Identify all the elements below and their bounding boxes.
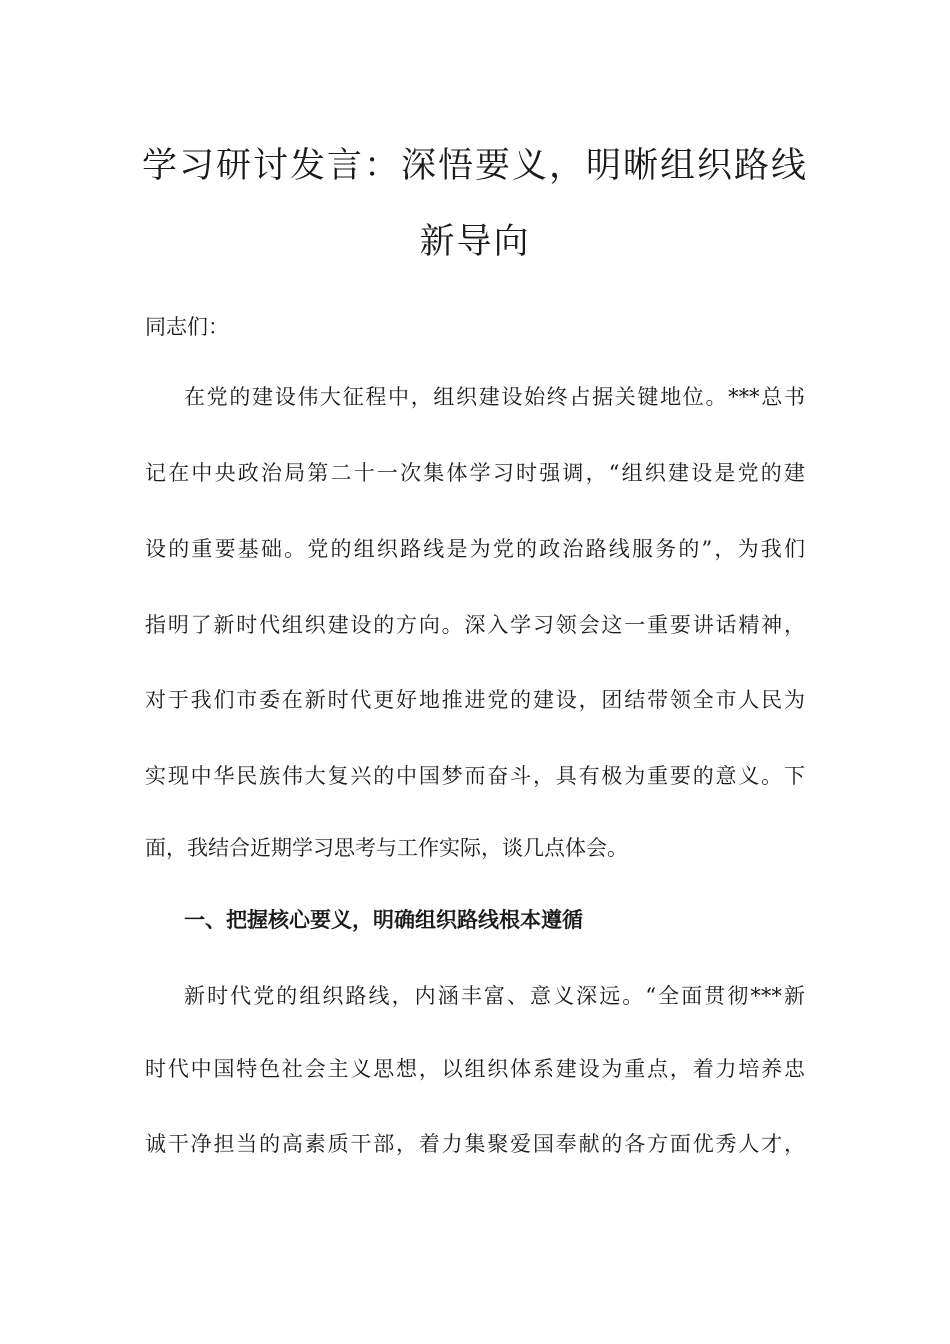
paragraph-1-line: 记在中央政治局第二十一次集体学习时强调，“组织建设是党的建 bbox=[145, 461, 805, 485]
paragraph-1-line: 在党的建设伟大征程中，组织建设始终占据关键地位。***总书 bbox=[184, 385, 805, 409]
document-title-line-1: 学习研讨发言：深悟要义，明晰组织路线 bbox=[141, 146, 808, 186]
paragraph-2-line: 新时代党的组织路线，内涵丰富、意义深远。“全面贯彻***新 bbox=[184, 984, 805, 1008]
paragraph-1-line: 设的重要基础。党的组织路线是为党的政治路线服务的”，为我们 bbox=[145, 537, 805, 561]
section-1-heading: 一、把握核心要义，明确组织路线根本遵循 bbox=[184, 908, 583, 932]
document-title-line-2: 新导向 bbox=[419, 222, 531, 262]
salutation: 同志们： bbox=[145, 315, 229, 339]
paragraph-2-line: 诚干净担当的高素质干部，着力集聚爱国奉献的各方面优秀人才， bbox=[145, 1132, 805, 1156]
paragraph-2-line: 时代中国特色社会主义思想，以组织体系建设为重点，着力培养忠 bbox=[145, 1057, 805, 1081]
paragraph-1-line: 对于我们市委在新时代更好地推进党的建设，团结带领全市人民为 bbox=[145, 688, 805, 712]
paragraph-1-line: 面，我结合近期学习思考与工作实际，谈几点体会。 bbox=[145, 836, 628, 860]
paragraph-1-line: 实现中华民族伟大复兴的中国梦而奋斗，具有极为重要的意义。下 bbox=[145, 764, 805, 788]
paragraph-1-line: 指明了新时代组织建设的方向。深入学习领会这一重要讲话精神， bbox=[145, 613, 805, 637]
